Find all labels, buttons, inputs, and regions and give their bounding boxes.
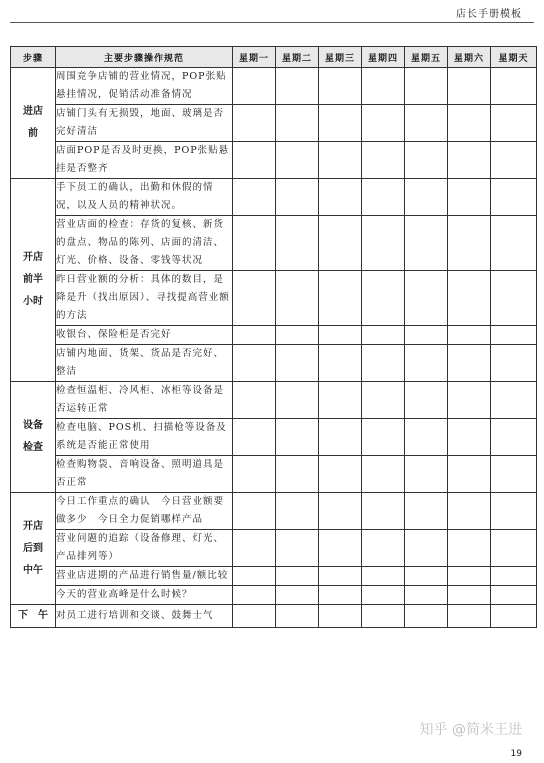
table-row xyxy=(11,68,537,105)
day-check-cell[interactable] xyxy=(448,179,491,216)
table-row xyxy=(11,605,537,628)
day-check-cell[interactable] xyxy=(319,179,362,216)
day-check-cell[interactable] xyxy=(362,456,405,493)
day-check-cell[interactable] xyxy=(405,326,448,345)
day-check-cell[interactable] xyxy=(276,530,319,567)
day-check-cell[interactable] xyxy=(448,345,491,382)
table-row xyxy=(11,456,537,493)
day-check-cell[interactable] xyxy=(405,179,448,216)
day-check-cell[interactable] xyxy=(491,105,537,142)
day-check-cell[interactable] xyxy=(233,68,276,105)
step-label-text: 开店后到中午 xyxy=(23,520,43,576)
day-check-cell[interactable] xyxy=(319,605,362,628)
header-tuesday: 星期二 xyxy=(276,47,319,68)
day-check-cell[interactable] xyxy=(233,567,276,586)
day-check-cell[interactable] xyxy=(491,326,537,345)
day-check-cell[interactable] xyxy=(491,68,537,105)
table-row xyxy=(11,567,537,586)
day-check-cell[interactable] xyxy=(276,586,319,605)
day-check-cell[interactable] xyxy=(319,456,362,493)
step-label-text: 进店前 xyxy=(23,106,43,139)
header-step: 步骤 xyxy=(11,47,56,68)
header-rule xyxy=(10,22,534,23)
day-check-cell[interactable] xyxy=(362,142,405,179)
page-number: 19 xyxy=(510,749,522,759)
day-check-cell[interactable] xyxy=(491,456,537,493)
table-row xyxy=(11,382,537,419)
table-row xyxy=(11,105,537,142)
day-check-cell[interactable] xyxy=(362,105,405,142)
day-check-cell[interactable] xyxy=(448,382,491,419)
step-label xyxy=(11,493,56,605)
day-check-cell[interactable] xyxy=(491,419,537,456)
table-row xyxy=(11,586,537,605)
day-check-cell[interactable] xyxy=(319,586,362,605)
day-check-cell[interactable] xyxy=(233,105,276,142)
day-check-cell[interactable] xyxy=(405,68,448,105)
day-check-cell[interactable] xyxy=(276,605,319,628)
spec-cell: 昨日营业额的分析：具体的数目，是降是升（找出原因）、寻找提高营业额的方法 xyxy=(56,271,233,326)
header-sunday: 星期天 xyxy=(491,47,537,68)
day-check-cell[interactable] xyxy=(405,216,448,271)
day-check-cell[interactable] xyxy=(362,345,405,382)
table-row xyxy=(11,271,537,326)
table-row xyxy=(11,216,537,271)
day-check-cell[interactable] xyxy=(405,142,448,179)
spec-cell: 营业店进期的产品进行销售量/额比较 xyxy=(56,567,233,586)
day-check-cell[interactable] xyxy=(448,567,491,586)
watermark: 知乎 @简米王进 xyxy=(419,722,522,738)
day-check-cell[interactable] xyxy=(448,68,491,105)
day-check-cell[interactable] xyxy=(491,382,537,419)
day-check-cell[interactable] xyxy=(319,142,362,179)
spec-cell: 今天的营业高峰是什么时候？ xyxy=(56,586,233,605)
day-check-cell[interactable] xyxy=(448,456,491,493)
step-label xyxy=(11,68,56,179)
day-check-cell[interactable] xyxy=(276,567,319,586)
day-check-cell[interactable] xyxy=(319,419,362,456)
day-check-cell[interactable] xyxy=(233,382,276,419)
step-label-text: 下 午 xyxy=(18,610,48,621)
day-check-cell[interactable] xyxy=(319,216,362,271)
day-check-cell[interactable] xyxy=(448,605,491,628)
day-check-cell[interactable] xyxy=(491,345,537,382)
day-check-cell[interactable] xyxy=(319,326,362,345)
day-check-cell[interactable] xyxy=(362,586,405,605)
header-saturday: 星期六 xyxy=(448,47,491,68)
spec-cell: 对员工进行培训和交谈、鼓舞士气 xyxy=(56,605,233,628)
day-check-cell[interactable] xyxy=(319,105,362,142)
header-row xyxy=(11,47,537,68)
day-check-cell[interactable] xyxy=(276,419,319,456)
spec-cell: 检查电脑、POS机、扫描枪等设备及系统是否能正常使用 xyxy=(56,419,233,456)
table-row xyxy=(11,326,537,345)
day-check-cell[interactable] xyxy=(362,326,405,345)
day-check-cell[interactable] xyxy=(491,530,537,567)
day-check-cell[interactable] xyxy=(233,142,276,179)
day-check-cell[interactable] xyxy=(405,605,448,628)
day-check-cell[interactable] xyxy=(405,419,448,456)
day-check-cell[interactable] xyxy=(319,530,362,567)
table-row xyxy=(11,179,537,216)
day-check-cell[interactable] xyxy=(405,271,448,326)
day-check-cell[interactable] xyxy=(448,586,491,605)
day-check-cell[interactable] xyxy=(362,382,405,419)
day-check-cell[interactable] xyxy=(491,142,537,179)
day-check-cell[interactable] xyxy=(362,271,405,326)
day-check-cell[interactable] xyxy=(319,345,362,382)
spec-cell: 营业问题的追踪（设备修理、灯光、产品排列等） xyxy=(56,530,233,567)
day-check-cell[interactable] xyxy=(362,567,405,586)
day-check-cell[interactable] xyxy=(276,179,319,216)
spec-cell: 今日工作重点的确认 今日营业额要做多少 今日全力促销哪样产品 xyxy=(56,493,233,530)
running-head: 店长手册模板 xyxy=(456,9,522,20)
day-check-cell[interactable] xyxy=(405,382,448,419)
step-label xyxy=(11,179,56,382)
day-check-cell[interactable] xyxy=(362,493,405,530)
day-check-cell[interactable] xyxy=(448,530,491,567)
day-check-cell[interactable] xyxy=(319,271,362,326)
day-check-cell[interactable] xyxy=(233,345,276,382)
table-row xyxy=(11,419,537,456)
day-check-cell[interactable] xyxy=(491,216,537,271)
day-check-cell[interactable] xyxy=(233,179,276,216)
step-label-text: 设备检查 xyxy=(23,420,43,453)
day-check-cell[interactable] xyxy=(233,419,276,456)
day-check-cell[interactable] xyxy=(448,326,491,345)
spec-cell: 营业店面的检查：存货的复核、新货的盘点、物品的陈列、店面的清洁、灯光、价格、设备、零钱等状况 xyxy=(56,216,233,271)
day-check-cell[interactable] xyxy=(276,326,319,345)
header-thursday: 星期四 xyxy=(362,47,405,68)
step-label xyxy=(11,382,56,493)
day-check-cell[interactable] xyxy=(362,68,405,105)
day-check-cell[interactable] xyxy=(362,179,405,216)
day-check-cell[interactable] xyxy=(491,586,537,605)
day-check-cell[interactable] xyxy=(448,419,491,456)
day-check-cell[interactable] xyxy=(448,493,491,530)
day-check-cell[interactable] xyxy=(405,105,448,142)
day-check-cell[interactable] xyxy=(362,216,405,271)
day-check-cell[interactable] xyxy=(276,68,319,105)
day-check-cell[interactable] xyxy=(276,216,319,271)
day-check-cell[interactable] xyxy=(491,271,537,326)
header-friday: 星期五 xyxy=(405,47,448,68)
header-monday: 星期一 xyxy=(233,47,276,68)
spec-cell: 店面POP是否及时更换，POP张贴悬挂是否整齐 xyxy=(56,142,233,179)
table-row xyxy=(11,345,537,382)
day-check-cell[interactable] xyxy=(319,493,362,530)
day-check-cell[interactable] xyxy=(276,456,319,493)
step-label-text: 开店前半小时 xyxy=(23,252,43,307)
day-check-cell[interactable] xyxy=(233,530,276,567)
spec-cell: 店铺门头有无损毁，地面、玻璃是否完好清洁 xyxy=(56,105,233,142)
day-check-cell[interactable] xyxy=(319,382,362,419)
day-check-cell[interactable] xyxy=(362,530,405,567)
day-check-cell[interactable] xyxy=(233,493,276,530)
day-check-cell[interactable] xyxy=(276,105,319,142)
day-check-cell[interactable] xyxy=(448,216,491,271)
day-check-cell[interactable] xyxy=(491,567,537,586)
day-check-cell[interactable] xyxy=(491,179,537,216)
spec-cell: 店铺内地面、货架、货品是否完好、整洁 xyxy=(56,345,233,382)
spec-cell: 收银台、保险柜是否完好 xyxy=(56,326,233,345)
day-check-cell[interactable] xyxy=(405,345,448,382)
day-check-cell[interactable] xyxy=(276,345,319,382)
spec-cell: 手下员工的确认，出勤和休假的情况，以及人员的精神状况。 xyxy=(56,179,233,216)
day-check-cell[interactable] xyxy=(448,142,491,179)
day-check-cell[interactable] xyxy=(319,68,362,105)
day-check-cell[interactable] xyxy=(319,567,362,586)
step-label xyxy=(11,605,56,628)
day-check-cell[interactable] xyxy=(491,493,537,530)
day-check-cell[interactable] xyxy=(405,493,448,530)
day-check-cell[interactable] xyxy=(276,142,319,179)
day-check-cell[interactable] xyxy=(233,216,276,271)
day-check-cell[interactable] xyxy=(233,586,276,605)
table-row xyxy=(11,530,537,567)
table-row xyxy=(11,142,537,179)
day-check-cell[interactable] xyxy=(448,271,491,326)
checklist-table xyxy=(10,46,537,628)
day-check-cell[interactable] xyxy=(405,586,448,605)
day-check-cell[interactable] xyxy=(276,382,319,419)
day-check-cell[interactable] xyxy=(276,271,319,326)
day-check-cell[interactable] xyxy=(448,105,491,142)
day-check-cell[interactable] xyxy=(233,326,276,345)
header-spec: 主要步骤操作规范 xyxy=(56,47,233,68)
day-check-cell[interactable] xyxy=(362,605,405,628)
header-wednesday: 星期三 xyxy=(319,47,362,68)
day-check-cell[interactable] xyxy=(233,605,276,628)
day-check-cell[interactable] xyxy=(405,567,448,586)
table-row xyxy=(11,493,537,530)
day-check-cell[interactable] xyxy=(405,456,448,493)
day-check-cell[interactable] xyxy=(276,493,319,530)
day-check-cell[interactable] xyxy=(405,530,448,567)
spec-cell: 检查购物袋、音响设备、照明道具是否正常 xyxy=(56,456,233,493)
day-check-cell[interactable] xyxy=(233,271,276,326)
day-check-cell[interactable] xyxy=(362,419,405,456)
day-check-cell[interactable] xyxy=(233,456,276,493)
day-check-cell[interactable] xyxy=(491,605,537,628)
spec-cell: 周围竞争店铺的营业情况，POP张贴悬挂情况，促销活动准备情况 xyxy=(56,68,233,105)
spec-cell: 检查恒温柜、冷风柜、冰柜等设备是否运转正常 xyxy=(56,382,233,419)
